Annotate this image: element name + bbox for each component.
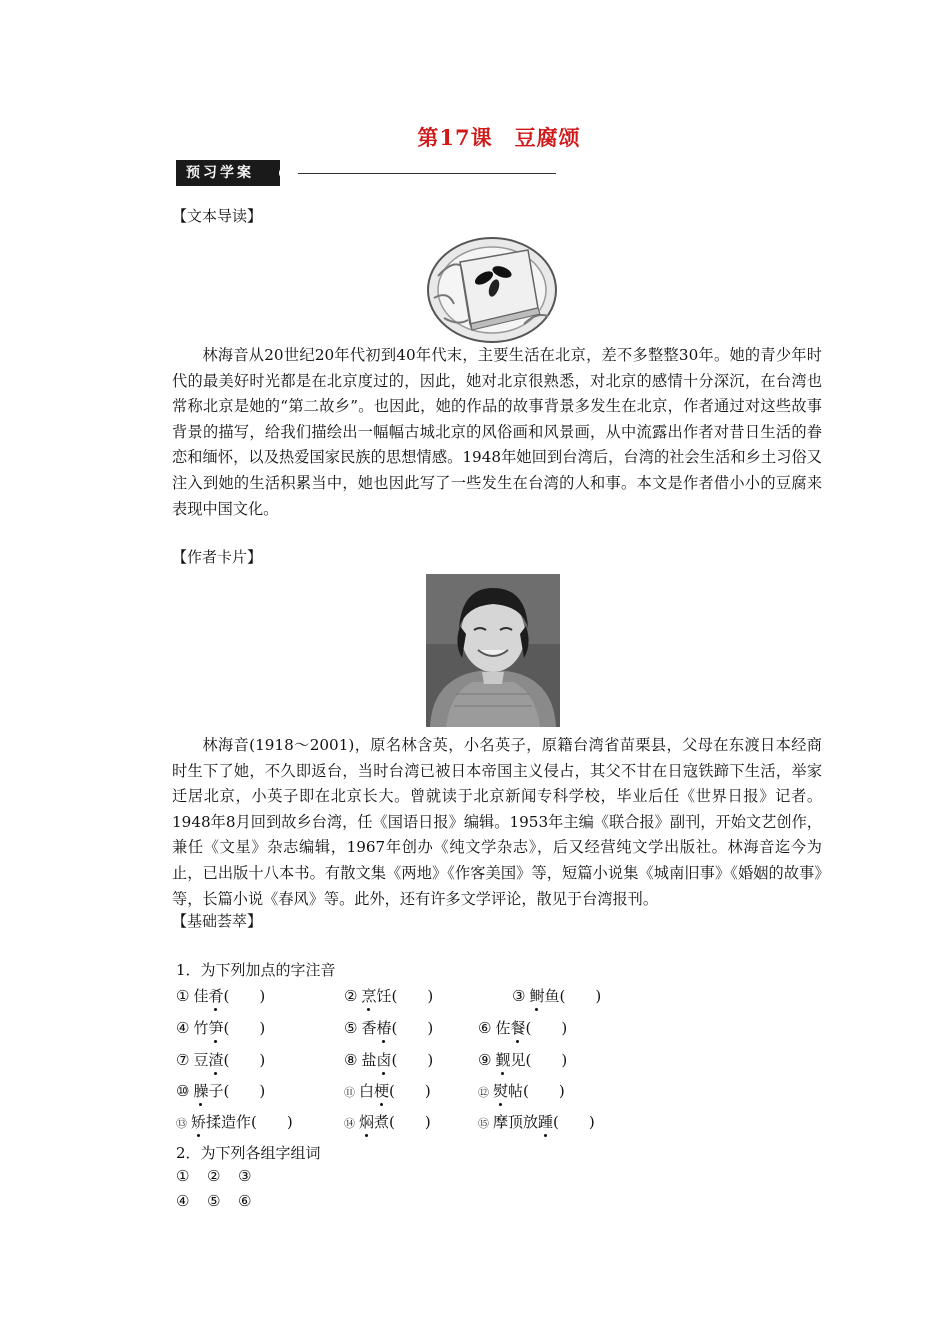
- answer-blank[interactable]: ( ): [553, 1113, 595, 1131]
- page-title: [0, 122, 950, 152]
- dotted-character: 踵: [538, 1113, 554, 1131]
- word-prefix: 豆: [193, 1051, 209, 1069]
- word-suffix: 揉造作: [206, 1113, 252, 1131]
- blank-number: ⑤: [207, 1192, 221, 1210]
- word-prefix: 竹: [193, 1019, 209, 1037]
- word-prefix: 佳: [193, 987, 209, 1005]
- item-number: ⑦: [176, 1051, 190, 1069]
- answer-blank[interactable]: ( ): [223, 1051, 266, 1069]
- vocab-item: [344, 1049, 433, 1070]
- author-photo: [426, 574, 560, 727]
- item-number: ⑤: [344, 1019, 358, 1037]
- lesson-title: 豆腐颂: [514, 125, 581, 150]
- banner-divider: [298, 173, 556, 174]
- answer-blank[interactable]: ( ): [391, 1051, 434, 1069]
- heading-basics: 【基础荟萃】: [172, 912, 263, 930]
- item-number: ②: [344, 987, 358, 1005]
- word-prefix: 盐: [361, 1051, 377, 1069]
- word-prefix: 佐: [495, 1019, 511, 1037]
- blank-number: ②: [207, 1167, 221, 1185]
- answer-blank[interactable]: ( ): [389, 1082, 431, 1100]
- vocab-item: [344, 1017, 433, 1038]
- item-number: ⑫: [478, 1086, 489, 1099]
- word-suffix: 鱼: [544, 987, 560, 1005]
- vocab-item: [176, 1049, 265, 1070]
- vocab-item: [344, 1111, 431, 1132]
- blank-number: ⑥: [238, 1192, 252, 1210]
- answer-blank[interactable]: ( ): [559, 987, 602, 1005]
- item-number: ⑪: [344, 1086, 355, 1099]
- dotted-character: 椿: [376, 1019, 392, 1037]
- vocab-item: [176, 1080, 265, 1101]
- word-suffix: 饪: [376, 987, 392, 1005]
- word-prefix: 白: [359, 1082, 375, 1100]
- section-banner: 预习学案: [176, 160, 280, 186]
- blank-number: ④: [176, 1192, 190, 1210]
- vocab-item: [344, 1080, 431, 1101]
- vocab-item: [478, 1049, 567, 1070]
- vocab-item: [478, 1017, 567, 1038]
- word-prefix: 香: [361, 1019, 377, 1037]
- lesson-number: 第17课: [417, 125, 493, 150]
- word-prefix: 摩顶放: [493, 1113, 539, 1131]
- dotted-character: 渣: [208, 1051, 224, 1069]
- blank-number: ①: [176, 1167, 190, 1185]
- dotted-character: 卤: [376, 1051, 392, 1069]
- vocab-item: [344, 985, 433, 1006]
- dotted-character: 鲥: [529, 987, 545, 1005]
- answer-blank[interactable]: ( ): [391, 987, 434, 1005]
- vocab-item: [176, 1017, 265, 1038]
- dotted-character: 矫: [191, 1113, 207, 1131]
- answer-blank[interactable]: ( ): [251, 1113, 293, 1131]
- exercise-2-row-1: [176, 1167, 269, 1185]
- answer-blank[interactable]: ( ): [223, 987, 266, 1005]
- answer-blank[interactable]: ( ): [525, 1019, 568, 1037]
- vocab-item: [176, 985, 265, 1006]
- answer-blank[interactable]: ( ): [525, 1051, 568, 1069]
- answer-blank[interactable]: ( ): [523, 1082, 565, 1100]
- word-suffix: 见: [510, 1051, 526, 1069]
- word-suffix: 煮: [374, 1113, 390, 1131]
- answer-blank[interactable]: ( ): [223, 1019, 266, 1037]
- exercise-1-prompt: 1．为下列加点的字注音: [176, 961, 336, 979]
- heading-author-card: 【作者卡片】: [172, 548, 263, 566]
- dotted-character: 餐: [510, 1019, 526, 1037]
- answer-blank[interactable]: ( ): [391, 1019, 434, 1037]
- dotted-character: 肴: [208, 987, 224, 1005]
- dotted-character: 梗: [374, 1082, 390, 1100]
- vocab-item: [478, 1080, 565, 1101]
- dotted-character: 熨: [493, 1082, 509, 1100]
- item-number: ⑨: [478, 1051, 492, 1069]
- dotted-character: 臊: [193, 1082, 209, 1100]
- exercise-2-prompt: 2．为下列各组字组词: [176, 1144, 321, 1162]
- item-number: ⑭: [344, 1117, 355, 1130]
- exercise-2-row-2: [176, 1192, 269, 1210]
- item-number: ⑬: [176, 1117, 187, 1130]
- dotted-character: 烹: [361, 987, 377, 1005]
- text-guide-paragraph: [172, 343, 822, 522]
- text-guide-text: 林海音从20世纪20年代初到40年代末，主要生活在北京，差不多整整30年。她的青少年时代的最美好时光都是在北京度过的，因此，她对北京很熟悉，对北京的感情十分深沉，在台湾也常称北京是她的“第二故乡”。也因此，她的作品的故事背景多发生在北京，作者通过对这些故事背景的描写，给我们描绘出一幅幅古城北京的风俗画和风景画，从中流露出作者对昔日生活的眷恋和缅怀，以及热爱国家民族的思想情感。1948年她回到台湾后，台湾的社会生活和乡土习俗又注入到她的生活积累当中，她也因此写了一些发生在台湾的人和事。本文是作者借小小的豆腐来表现中国文化。: [172, 346, 822, 518]
- item-number: ①: [176, 987, 190, 1005]
- blank-number: ③: [238, 1167, 252, 1185]
- item-number: ⑥: [478, 1019, 492, 1037]
- vocab-item: [478, 1111, 595, 1132]
- word-suffix: 子: [208, 1082, 224, 1100]
- dotted-character: 觐: [495, 1051, 511, 1069]
- answer-blank[interactable]: ( ): [223, 1082, 266, 1100]
- heading-text-guide: 【文本导读】: [172, 207, 263, 225]
- vocab-item: [512, 985, 601, 1006]
- vocab-item: [176, 1111, 293, 1132]
- author-text: 林海音(1918～2001)，原名林含英，小名英子，原籍台湾省苗栗县，父母在东渡日本经商时生下了她，不久即返台，当时台湾已被日本帝国主义侵占，其父不甘在日寇铁蹄下生活，举家迁居北京，小英子即在北京长大。曾就读于北京新闻专科学校，毕业后任《世界日报》记者。1948年8月回到故乡台湾，任《国语日报》编辑。1953年主编《联合报》副刊，开始文艺创作，兼任《文星》杂志编辑，1967年创办《纯文学杂志》，后又经营纯文学出版社。林海音迄今为止，已出版十八本书。有散文集《两地》《作客美国》等，短篇小说集《城南旧事》《婚姻的故事》等，长篇小说《春风》等。此外，还有许多文学评论，散见于台湾报刊。: [172, 736, 822, 908]
- banner-dot-icon: [279, 167, 291, 179]
- item-number: ⑮: [478, 1117, 489, 1130]
- dotted-character: 焖: [359, 1113, 375, 1131]
- answer-blank[interactable]: ( ): [389, 1113, 431, 1131]
- item-number: ④: [176, 1019, 190, 1037]
- dotted-character: 笋: [208, 1019, 224, 1037]
- item-number: ⑩: [176, 1082, 190, 1100]
- item-number: ③: [512, 987, 526, 1005]
- word-suffix: 帖: [508, 1082, 524, 1100]
- tofu-image: [424, 228, 560, 346]
- item-number: ⑧: [344, 1051, 358, 1069]
- author-paragraph: [172, 733, 822, 912]
